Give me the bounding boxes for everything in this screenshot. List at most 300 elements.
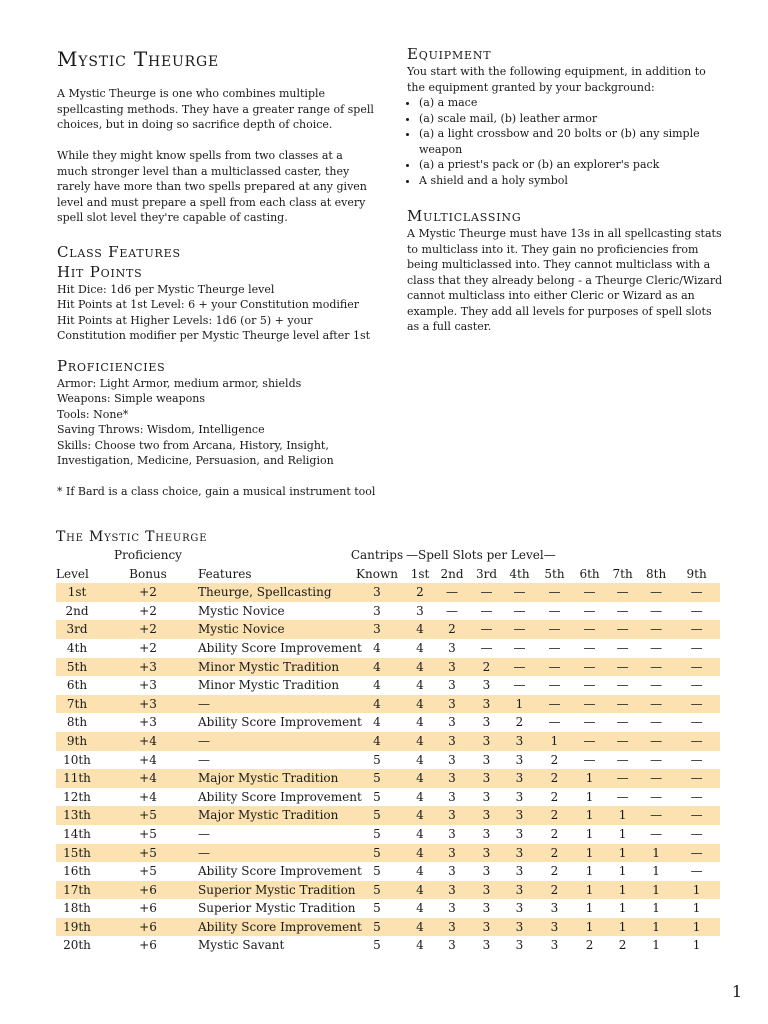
table-cell: 10th bbox=[63, 752, 91, 767]
table-cell: 3 bbox=[448, 938, 456, 953]
table-cell: 4 bbox=[416, 919, 424, 934]
table-cell: — bbox=[480, 585, 493, 600]
table-row bbox=[56, 918, 720, 937]
table-cell: 5 bbox=[373, 826, 381, 841]
table-cell: — bbox=[690, 640, 703, 655]
table-cell: — bbox=[548, 603, 561, 618]
table-cell: — bbox=[616, 640, 629, 655]
table-cell: 4 bbox=[373, 733, 381, 748]
table-cell: — bbox=[690, 715, 703, 730]
table-cell: 3 bbox=[482, 678, 491, 693]
table-cell: — bbox=[650, 789, 663, 804]
table-cell: 5 bbox=[373, 919, 381, 934]
table-cell: — bbox=[650, 622, 663, 637]
table-cell: 3 bbox=[482, 845, 491, 860]
table-body bbox=[56, 583, 720, 955]
column-header: 5th bbox=[544, 566, 565, 581]
table-cell: 20th bbox=[63, 938, 91, 953]
saving-throws-line: Saving Throws: Wisdom, Intelligence bbox=[57, 423, 265, 436]
table-cell: 2 bbox=[448, 622, 456, 637]
table-cell: 4 bbox=[416, 864, 424, 879]
table-cell: 3 bbox=[448, 752, 456, 767]
column-header: Features bbox=[198, 566, 252, 581]
table-cell: 19th bbox=[63, 919, 91, 934]
table-cell: 3 bbox=[448, 789, 456, 804]
table-cell: — bbox=[513, 659, 526, 674]
table-cell: 2 bbox=[618, 938, 627, 953]
table-cell: — bbox=[480, 622, 493, 637]
table-cell: 1 bbox=[652, 864, 660, 879]
table-cell: 2 bbox=[550, 752, 559, 767]
table-cell: 4 bbox=[416, 659, 424, 674]
equipment-item: • (a) scale mail, (b) leather armor bbox=[419, 111, 727, 127]
table-cell: +3 bbox=[139, 659, 157, 674]
table-cell: 3 bbox=[550, 901, 559, 916]
table-cell: — bbox=[548, 659, 561, 674]
table-cell: Theurge, Spellcasting bbox=[198, 585, 332, 600]
table-cell: 1 bbox=[652, 901, 660, 916]
table-cell: 4 bbox=[373, 715, 381, 730]
table-cell: 1 bbox=[585, 771, 594, 786]
table-row bbox=[56, 658, 720, 677]
table-cell: 16th bbox=[63, 864, 91, 879]
table-cell: 7th bbox=[66, 696, 88, 711]
table-cell: 3 bbox=[448, 696, 456, 711]
proficiency-header: Proficiency bbox=[114, 548, 182, 562]
table-cell: 3 bbox=[515, 789, 524, 804]
table-cell: — bbox=[650, 715, 663, 730]
table-cell: 3 bbox=[482, 715, 491, 730]
table-cell: 2 bbox=[550, 808, 559, 823]
column-header: 2nd bbox=[440, 566, 464, 581]
table-cell: 2 bbox=[550, 771, 559, 786]
weapons-line: Weapons: Simple weapons bbox=[57, 392, 206, 405]
table-cell: +6 bbox=[139, 938, 157, 953]
table-cell: 1 bbox=[585, 901, 594, 916]
table-cell: — bbox=[690, 808, 703, 823]
intro-paragraph-1: A Mystic Theurge is one who combines multiple spellcasting methods. They have a greater range of spell choices, but in doing so sacrifice depth of choice. bbox=[57, 87, 374, 131]
table-cell: 5 bbox=[373, 752, 381, 767]
column-header: 3rd bbox=[475, 566, 498, 581]
table-cell: Ability Score Improvement bbox=[198, 715, 362, 730]
table-cell: 3 bbox=[482, 901, 491, 916]
table-cell: 4 bbox=[416, 640, 424, 655]
table-cell: — bbox=[583, 622, 596, 637]
table-cell: 1 bbox=[585, 826, 594, 841]
table-cell: 4 bbox=[373, 696, 381, 711]
table-cell: Superior Mystic Tradition bbox=[198, 882, 356, 897]
table-cell: — bbox=[583, 640, 596, 655]
table-cell: Mystic Savant bbox=[198, 938, 285, 953]
table-cell: 1 bbox=[585, 789, 594, 804]
table-cell: — bbox=[650, 696, 663, 711]
table-cell: 1 bbox=[652, 919, 660, 934]
table-cell: 1 bbox=[692, 882, 701, 897]
table-cell: — bbox=[583, 715, 596, 730]
table-cell: +3 bbox=[139, 715, 157, 730]
table-cell: 4 bbox=[373, 659, 381, 674]
table-cell: 3 bbox=[448, 901, 456, 916]
table-cell: +5 bbox=[139, 864, 157, 879]
table-cell: +2 bbox=[139, 585, 157, 600]
table-title: The Mystic Theurge bbox=[56, 529, 208, 545]
column-header: Bonus bbox=[129, 566, 167, 581]
table-cell: — bbox=[548, 585, 561, 600]
table-cell: 3 bbox=[515, 901, 524, 916]
equipment-intro: You start with the following equipment, in addition to the equipment granted by your background: bbox=[407, 65, 706, 94]
table-cell: 3 bbox=[482, 696, 491, 711]
tools-line: Tools: None* bbox=[57, 407, 129, 421]
table-cell: — bbox=[650, 752, 663, 767]
table-cell: 3 bbox=[515, 771, 524, 786]
table-cell: — bbox=[650, 659, 663, 674]
table-cell: 3 bbox=[448, 845, 456, 860]
table-row bbox=[56, 844, 720, 863]
table-row bbox=[56, 713, 720, 732]
table-cell: — bbox=[616, 659, 629, 674]
table-cell: 2 bbox=[550, 882, 559, 897]
table-cell: — bbox=[616, 696, 629, 711]
equipment-list bbox=[407, 95, 727, 188]
table-cell: +4 bbox=[139, 789, 157, 804]
table-cell: — bbox=[513, 622, 526, 637]
table-cell: 3 bbox=[515, 882, 524, 897]
table-cell: — bbox=[650, 585, 663, 600]
table-cell: — bbox=[650, 733, 663, 748]
table-cell: 1 bbox=[652, 882, 660, 897]
table-cell: — bbox=[616, 752, 629, 767]
table-cell: 3 bbox=[482, 771, 491, 786]
table-cell: 4 bbox=[416, 845, 424, 860]
table-cell: 5 bbox=[373, 864, 381, 879]
table-row bbox=[56, 583, 720, 602]
table-cell: 5 bbox=[373, 789, 381, 804]
table-cell: — bbox=[480, 640, 493, 655]
table-cell: 3 bbox=[482, 752, 491, 767]
table-cell: — bbox=[650, 640, 663, 655]
table-cell: 3 bbox=[448, 919, 456, 934]
table-cell: 3 bbox=[550, 919, 559, 934]
table-cell: — bbox=[513, 640, 526, 655]
table-row bbox=[56, 769, 720, 788]
table-cell: 2 bbox=[550, 826, 559, 841]
table-cell: — bbox=[583, 603, 596, 618]
progression-table-section bbox=[56, 528, 720, 955]
cantrips-header: Cantrips bbox=[350, 548, 404, 562]
table-cell: — bbox=[690, 622, 703, 637]
table-cell: — bbox=[446, 585, 458, 600]
table-cell: 2 bbox=[550, 864, 559, 879]
class-features-heading: Class Features bbox=[57, 242, 181, 261]
table-cell: 1 bbox=[585, 864, 594, 879]
table-cell: 5 bbox=[373, 845, 381, 860]
table-cell: — bbox=[583, 659, 596, 674]
table-cell: — bbox=[616, 771, 629, 786]
table-cell: +4 bbox=[139, 771, 157, 786]
table-cell: 1 bbox=[618, 882, 627, 897]
table-cell: — bbox=[548, 696, 561, 711]
table-cell: 1 bbox=[585, 845, 594, 860]
table-cell: — bbox=[616, 733, 629, 748]
table-cell: 1 bbox=[550, 733, 559, 748]
table-row bbox=[56, 732, 720, 751]
table-cell: 3 bbox=[448, 808, 456, 823]
table-cell: 3 bbox=[515, 733, 524, 748]
table-header-row bbox=[56, 565, 720, 584]
equipment-item: • (a) a light crossbow and 20 bolts or (b) any simple weapon bbox=[419, 126, 727, 157]
table-cell: 2 bbox=[416, 585, 424, 600]
table-cell: 3 bbox=[482, 826, 491, 841]
table-cell: Mystic Novice bbox=[198, 603, 285, 618]
table-cell: 13th bbox=[63, 808, 91, 823]
table-row bbox=[56, 751, 720, 770]
table-cell: — bbox=[583, 678, 596, 693]
table-row bbox=[56, 602, 720, 621]
table-cell: 3 bbox=[482, 864, 491, 879]
table-cell: 3 bbox=[373, 622, 381, 637]
table-cell: 4 bbox=[416, 622, 424, 637]
table-cell: 8th bbox=[66, 715, 88, 730]
table-cell: — bbox=[198, 845, 210, 860]
table-cell: — bbox=[548, 678, 561, 693]
table-cell: 1 bbox=[585, 882, 594, 897]
table-row bbox=[56, 936, 720, 955]
table-cell: +3 bbox=[139, 678, 157, 693]
table-cell: 1st bbox=[67, 585, 87, 600]
table-cell: 2 bbox=[515, 715, 524, 730]
table-cell: 3 bbox=[448, 771, 456, 786]
skills-line: Skills: Choose two from Arcana, History, Insight, Investigation, Medicine, Persuasion, and Religion bbox=[57, 438, 334, 467]
table-cell: 4 bbox=[416, 752, 424, 767]
table-cell: 1 bbox=[652, 845, 660, 860]
table-cell: — bbox=[616, 603, 629, 618]
table-cell: 3 bbox=[373, 585, 381, 600]
table-cell: — bbox=[198, 826, 210, 841]
table-cell: 4 bbox=[373, 640, 381, 655]
progression-table bbox=[56, 546, 720, 955]
table-cell: +2 bbox=[139, 622, 157, 637]
table-cell: 4 bbox=[416, 789, 424, 804]
table-cell: Ability Score Improvement bbox=[198, 919, 362, 934]
table-cell: 2 bbox=[585, 938, 594, 953]
table-cell: 3 bbox=[515, 826, 524, 841]
table-cell: 3 bbox=[515, 864, 524, 879]
table-cell: 3 bbox=[448, 882, 456, 897]
table-row bbox=[56, 639, 720, 658]
table-cell: +6 bbox=[139, 901, 157, 916]
table-cell: 18th bbox=[63, 901, 91, 916]
table-cell: Superior Mystic Tradition bbox=[198, 901, 356, 916]
table-cell: 3 bbox=[448, 864, 456, 879]
table-cell: 11th bbox=[63, 771, 91, 786]
table-cell: Minor Mystic Tradition bbox=[198, 678, 340, 693]
table-cell: 4 bbox=[416, 826, 424, 841]
table-row bbox=[56, 899, 720, 918]
column-header: Known bbox=[356, 566, 398, 581]
table-cell: 5 bbox=[373, 771, 381, 786]
table-cell: 3 bbox=[515, 919, 524, 934]
hit-dice-line: Hit Dice: 1d6 per Mystic Theurge level bbox=[57, 282, 275, 296]
table-cell: 1 bbox=[515, 696, 524, 711]
table-cell: — bbox=[690, 771, 703, 786]
column-header: 6th bbox=[579, 566, 600, 581]
table-cell: — bbox=[690, 585, 703, 600]
table-cell: — bbox=[690, 678, 703, 693]
table-cell: 1 bbox=[652, 938, 660, 953]
table-cell: 3 bbox=[448, 715, 456, 730]
table-cell: — bbox=[690, 752, 703, 767]
table-cell: 5th bbox=[66, 659, 88, 674]
table-cell: — bbox=[480, 603, 493, 618]
table-cell: +6 bbox=[139, 919, 157, 934]
table-row bbox=[56, 788, 720, 807]
table-cell: 3rd bbox=[66, 622, 88, 637]
table-cell: 3 bbox=[550, 938, 559, 953]
table-cell: 1 bbox=[618, 901, 627, 916]
table-cell: 5 bbox=[373, 808, 381, 823]
table-cell: — bbox=[583, 585, 596, 600]
table-cell: 17th bbox=[63, 882, 91, 897]
table-cell: — bbox=[616, 585, 629, 600]
table-cell: — bbox=[548, 715, 561, 730]
proficiency-footnote: * If Bard is a class choice, gain a musical instrument tool bbox=[57, 485, 376, 498]
table-cell: — bbox=[198, 733, 210, 748]
intro-paragraph-2: While they might know spells from two classes at a much stronger level than a multiclassed caster, they rarely have more than two spells prepared at any given level and must prepare a spell from each class at every spell slot level they're capable of casting. bbox=[57, 149, 367, 224]
table-cell: — bbox=[616, 715, 629, 730]
table-cell: 2nd bbox=[65, 603, 89, 618]
table-cell: — bbox=[690, 864, 703, 879]
table-cell: 2 bbox=[550, 845, 559, 860]
table-row bbox=[56, 862, 720, 881]
table-cell: +3 bbox=[139, 696, 157, 711]
table-cell: 9th bbox=[66, 733, 88, 748]
table-cell: — bbox=[446, 603, 458, 618]
column-header: 8th bbox=[645, 566, 667, 581]
table-cell: — bbox=[690, 826, 703, 841]
table-cell: — bbox=[548, 640, 561, 655]
table-cell: 1 bbox=[618, 864, 627, 879]
table-cell: — bbox=[548, 622, 561, 637]
column-header: 4th bbox=[509, 566, 530, 581]
table-cell: +5 bbox=[139, 845, 157, 860]
table-cell: 1 bbox=[618, 845, 627, 860]
table-cell: 3 bbox=[448, 640, 456, 655]
table-cell: — bbox=[198, 752, 210, 767]
table-cell: 1 bbox=[585, 919, 594, 934]
table-cell: 3 bbox=[416, 603, 424, 618]
table-cell: 6th bbox=[66, 678, 88, 693]
equipment-item: • A shield and a holy symbol bbox=[419, 173, 727, 189]
table-cell: — bbox=[690, 696, 703, 711]
column-header: 1st bbox=[410, 566, 430, 581]
table-cell: — bbox=[616, 789, 629, 804]
table-cell: 1 bbox=[618, 808, 627, 823]
table-cell: 4 bbox=[416, 938, 424, 953]
table-cell: — bbox=[198, 696, 210, 711]
table-cell: — bbox=[616, 678, 629, 693]
table-cell: 4 bbox=[416, 696, 424, 711]
table-cell: — bbox=[583, 696, 596, 711]
table-cell: 3 bbox=[448, 659, 456, 674]
table-header-top-row bbox=[56, 546, 720, 565]
table-cell: 3 bbox=[482, 808, 491, 823]
table-cell: — bbox=[650, 808, 663, 823]
armor-line: Armor: Light Armor, medium armor, shields bbox=[57, 376, 302, 390]
table-row bbox=[56, 695, 720, 714]
table-cell: 1 bbox=[692, 919, 701, 934]
left-column bbox=[57, 46, 377, 500]
table-cell: — bbox=[690, 789, 703, 804]
table-cell: 15th bbox=[63, 845, 91, 860]
table-cell: 3 bbox=[482, 789, 491, 804]
table-cell: — bbox=[690, 845, 703, 860]
table-cell: 4 bbox=[416, 678, 424, 693]
proficiencies-heading: Proficiencies bbox=[57, 356, 166, 375]
table-cell: 12th bbox=[63, 789, 91, 804]
table-cell: 4th bbox=[66, 640, 88, 655]
table-row bbox=[56, 806, 720, 825]
table-cell: — bbox=[690, 659, 703, 674]
table-cell: 3 bbox=[515, 808, 524, 823]
table-row bbox=[56, 825, 720, 844]
hp-higher-levels-line: Hit Points at Higher Levels: 1d6 (or 5) + your Constitution modifier per Mystic Theurge level after 1st bbox=[57, 313, 371, 342]
table-cell: — bbox=[583, 752, 596, 767]
table-cell: +2 bbox=[139, 603, 157, 618]
table-cell: 4 bbox=[373, 678, 381, 693]
table-cell: 1 bbox=[692, 901, 701, 916]
hit-points-heading: Hit Points bbox=[57, 262, 143, 281]
table-cell: — bbox=[650, 826, 663, 841]
page-number: 1 bbox=[731, 982, 742, 1001]
table-cell: 14th bbox=[63, 826, 91, 841]
table-cell: 4 bbox=[416, 882, 424, 897]
table-cell: 1 bbox=[618, 919, 627, 934]
table-cell: 4 bbox=[416, 901, 424, 916]
table-cell: +5 bbox=[139, 808, 157, 823]
table-cell: — bbox=[690, 603, 703, 618]
table-cell: +4 bbox=[139, 752, 157, 767]
table-cell: +6 bbox=[139, 882, 157, 897]
table-cell: Major Mystic Tradition bbox=[198, 808, 339, 823]
table-cell: 4 bbox=[416, 733, 424, 748]
table-cell: +5 bbox=[139, 826, 157, 841]
table-cell: — bbox=[650, 603, 663, 618]
table-cell: 3 bbox=[482, 882, 491, 897]
table-cell: 3 bbox=[448, 678, 456, 693]
table-cell: 3 bbox=[515, 752, 524, 767]
right-column bbox=[407, 44, 727, 335]
table-cell: Minor Mystic Tradition bbox=[198, 659, 340, 674]
spell-slots-header: —Spell Slots per Level— bbox=[406, 548, 556, 562]
equipment-item: • (a) a priest's pack or (b) an explorer's pack bbox=[419, 157, 727, 173]
table-cell: 1 bbox=[692, 938, 701, 953]
table-cell: Ability Score Improvement bbox=[198, 864, 362, 879]
table-cell: 4 bbox=[416, 715, 424, 730]
table-cell: +2 bbox=[139, 640, 157, 655]
column-header: 7th bbox=[612, 566, 633, 581]
table-cell: 3 bbox=[482, 938, 491, 953]
table-cell: 3 bbox=[515, 938, 524, 953]
multiclassing-text: A Mystic Theurge must have 13s in all spellcasting stats to multiclass into it. They gain no proficiencies from being multiclassed into. They cannot multiclass with a class that they already belong - a Theurge Cleric/Wizard cannot multiclass into either Cleric or Wizard as an example. They add all levels for purposes of spell slots as a full caster. bbox=[407, 227, 723, 333]
hp-first-level-line: Hit Points at 1st Level: 6 + your Constitution modifier bbox=[57, 298, 360, 311]
column-header: Level bbox=[56, 566, 89, 581]
table-cell: 1 bbox=[618, 826, 627, 841]
table-cell: 3 bbox=[448, 733, 456, 748]
page-title: Mystic Theurge bbox=[57, 47, 219, 71]
table-cell: +4 bbox=[139, 733, 157, 748]
table-cell: Ability Score Improvement bbox=[198, 640, 362, 655]
table-cell: 3 bbox=[373, 603, 381, 618]
